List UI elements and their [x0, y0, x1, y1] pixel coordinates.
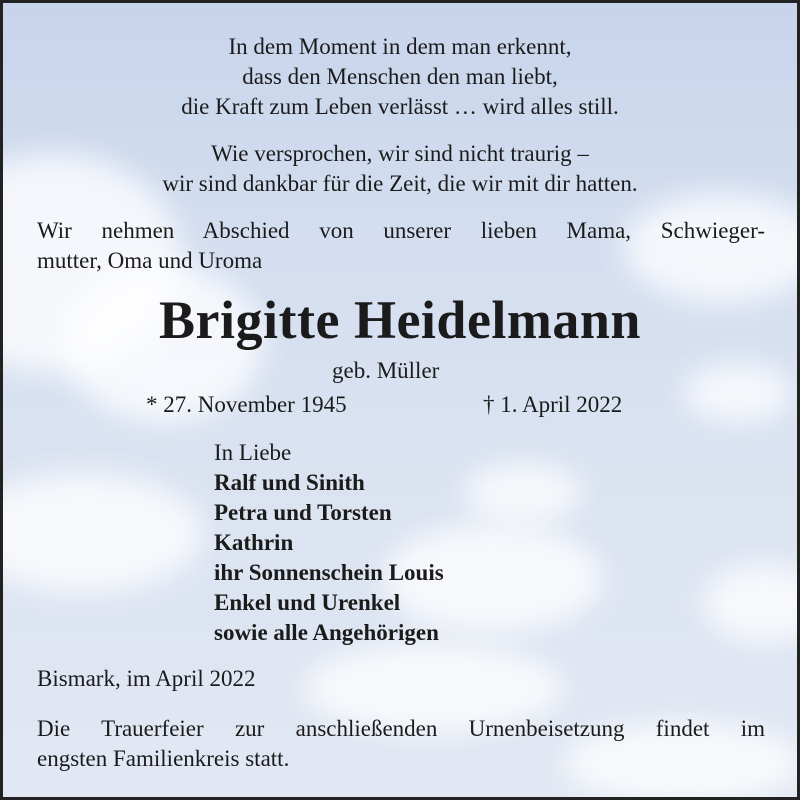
mourners-heading: In Liebe: [214, 440, 292, 465]
poem-line-4: Wie versprochen, wir sind nicht traurig –: [211, 141, 589, 166]
funeral-line-2: engsten Familienkreis statt.: [37, 746, 290, 771]
poem-line-2: dass den Menschen den man liebt,: [242, 64, 558, 89]
mourner-name: Ralf und Sinith: [214, 470, 365, 495]
mourner-name: Petra und Torsten: [214, 500, 392, 525]
birth-name: geb. Müller: [332, 358, 440, 383]
poem-line-5: wir sind dankbar für die Zeit, die wir mit dir hatten.: [162, 171, 638, 196]
birth-date: * 27. November 1945: [146, 392, 347, 417]
death-date: † 1. April 2022: [483, 392, 623, 417]
obituary-content: [3, 3, 797, 797]
place-date: Bismark, im April 2022: [37, 666, 256, 691]
mourner-name: Enkel und Urenkel: [214, 590, 401, 615]
funeral-line-1: Die Trauerfeier zur anschließenden Urnenbeisetzung findet im: [37, 716, 765, 741]
mourner-name: sowie alle Angehörigen: [214, 620, 439, 645]
poem-line-3: die Kraft zum Leben verlässt … wird alles still.: [181, 94, 619, 119]
deceased-name: Brigitte Heidelmann: [159, 290, 641, 350]
mourner-name: Kathrin: [214, 530, 294, 555]
intro-line-2: mutter, Oma und Uroma: [37, 248, 263, 273]
poem-line-1: In dem Moment in dem man erkennt,: [228, 34, 572, 59]
mourner-name: ihr Sonnenschein Louis: [214, 560, 444, 585]
intro-line-1: Wir nehmen Abschied von unserer lieben Mama, Schwieger-: [37, 218, 765, 243]
